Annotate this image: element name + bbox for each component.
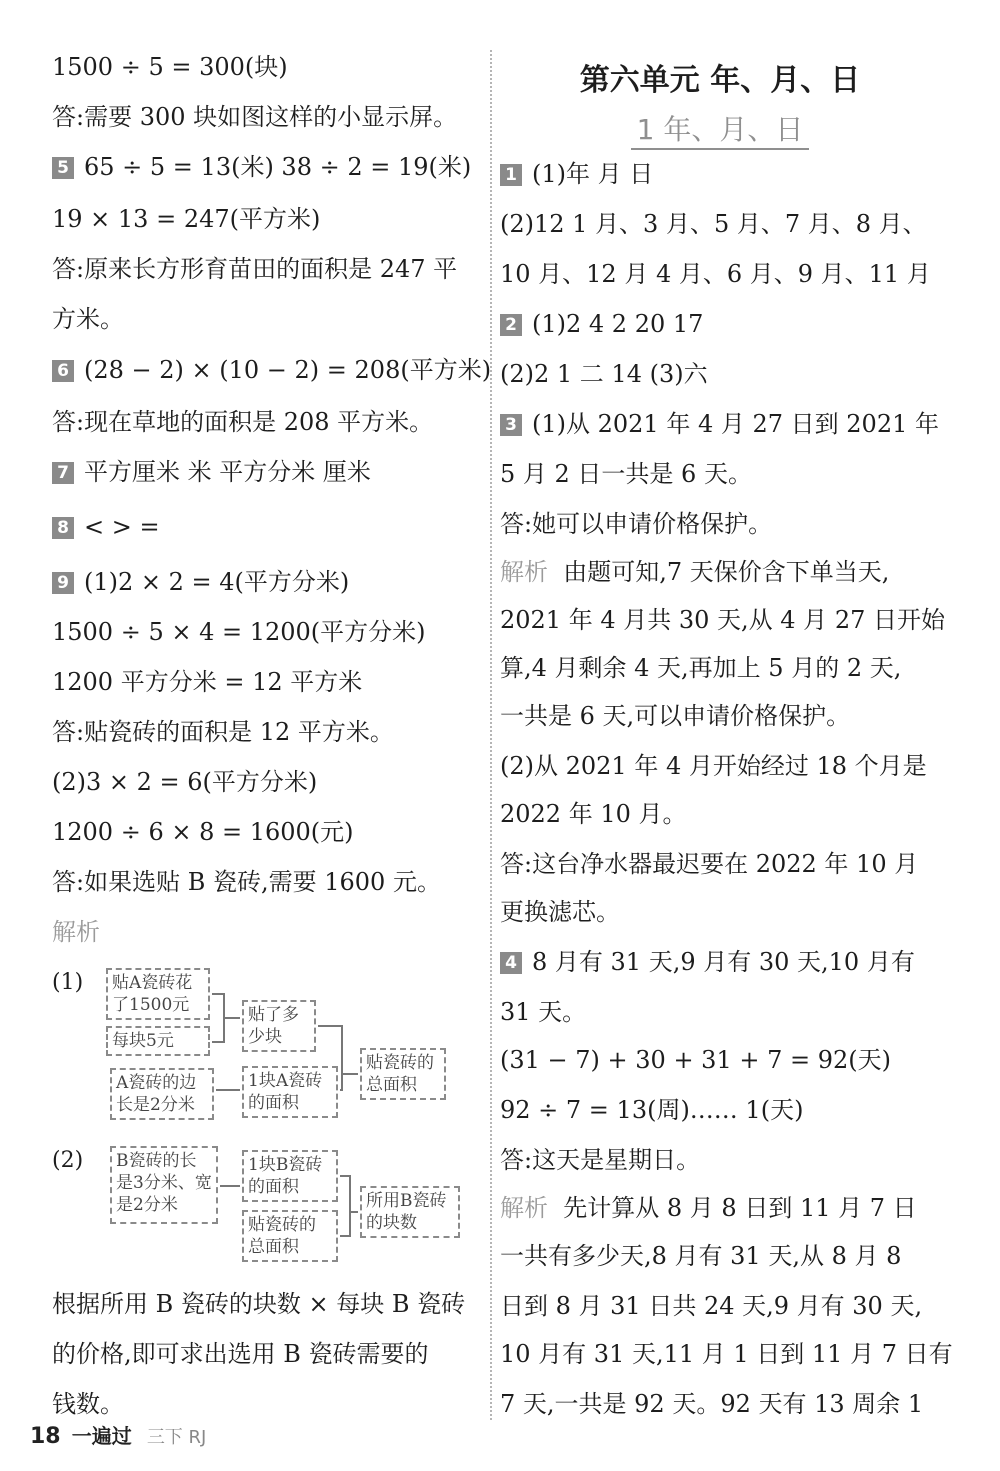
text-line: 2022 年 10 月。 xyxy=(500,800,687,828)
diagram-box: 贴瓷砖的总面积 xyxy=(360,1048,446,1100)
diagram-box: 贴A瓷砖花了1500元 xyxy=(106,968,210,1020)
question-number-badge: 1 xyxy=(500,164,522,186)
text-line: 答:原来长方形育苗田的面积是 247 平 xyxy=(52,255,458,283)
text-line: 9 (1)2 × 2 = 4(平方分米) xyxy=(52,570,349,594)
text-line: 7 平方厘米 米 平方分米 厘米 xyxy=(52,460,371,484)
text-line: 10 月、12 月 4 月、6 月、9 月、11 月 xyxy=(500,260,931,288)
text-line: 5 月 2 日一共是 6 天。 xyxy=(500,460,752,488)
page-number: 18 xyxy=(30,1424,61,1449)
text-line: 更换滤芯。 xyxy=(500,898,620,926)
question-number-badge: 7 xyxy=(52,462,74,484)
question-number-badge: 9 xyxy=(52,572,74,594)
text-line: 1500 ÷ 5 = 300(块) xyxy=(52,53,288,81)
question-number-badge: 6 xyxy=(52,360,74,382)
diagram-box: 贴了多少块 xyxy=(242,1000,316,1052)
unit-title: 第六单元 年、月、日 xyxy=(579,63,861,98)
text-line: 答:如果选贴 B 瓷砖,需要 1600 元。 xyxy=(52,868,441,896)
diagram-box: B瓷砖的长是3分米、宽是2分米 xyxy=(110,1146,218,1224)
text-line: 的价格,即可求出选用 B 瓷砖需要的 xyxy=(52,1340,429,1368)
text-line: 1 (1)年 月 日 xyxy=(500,162,653,186)
diagram-box: 贴瓷砖的总面积 xyxy=(242,1210,338,1262)
lesson-title: 1 年、月、日 xyxy=(500,108,940,148)
text-line: (2)12 1 月、3 月、5 月、7 月、8 月、 xyxy=(500,210,927,238)
text-line: 3 (1)从 2021 年 4 月 27 日到 2021 年 xyxy=(500,412,939,436)
text-line: 答:她可以申请价格保护。 xyxy=(500,510,773,538)
text-line: 7 天,一共是 92 天。92 天有 13 周余 1 xyxy=(500,1390,924,1418)
analysis-label: 解析 xyxy=(52,918,100,946)
text-line: 一共是 6 天,可以申请价格保护。 xyxy=(500,702,851,730)
text-line: 2021 年 4 月共 30 天,从 4 月 27 日开始 xyxy=(500,606,945,634)
text-line: (2)从 2021 年 4 月开始经过 18 个月是 xyxy=(500,752,927,780)
question-number-badge: 2 xyxy=(500,314,522,336)
page-footer xyxy=(30,1420,206,1449)
analysis-label: 解析 xyxy=(500,558,548,586)
text-line: 1200 平方分米 = 12 平方米 xyxy=(52,668,363,696)
text-line: (2)3 × 2 = 6(平方分米) xyxy=(52,768,318,796)
text-line: (2)2 1 二 14 (3)六 xyxy=(500,360,708,388)
grade-label: 三下 RJ xyxy=(146,1427,207,1448)
diagram-2-label: (2) xyxy=(52,1148,84,1173)
text-line: (31 − 7) + 30 + 31 + 7 = 92(天) xyxy=(500,1046,891,1074)
text-line: 解析 由题可知,7 天保价含下单当天, xyxy=(500,558,890,586)
text-line: 答:需要 300 块如图这样的小显示屏。 xyxy=(52,103,458,131)
text-line: 92 ÷ 7 = 13(周)…… 1(天) xyxy=(500,1096,804,1124)
text-line: 解析 先计算从 8 月 8 日到 11 月 7 日 xyxy=(500,1194,917,1222)
diagram-1-label: (1) xyxy=(52,970,84,995)
diagram-2-connectors xyxy=(52,1140,482,1280)
text-line: 10 月有 31 天,11 月 1 日到 11 月 7 日有 xyxy=(500,1340,953,1368)
text-line: 一共有多少天,8 月有 31 天,从 8 月 8 xyxy=(500,1242,902,1270)
question-number-badge: 5 xyxy=(52,157,74,179)
text-line: 5 65 ÷ 5 = 13(米) 38 ÷ 2 = 19(米) xyxy=(52,155,471,179)
analysis-label: 解析 xyxy=(500,1194,548,1222)
text-line: 根据所用 B 瓷砖的块数 × 每块 B 瓷砖 xyxy=(52,1290,466,1318)
diagram-box: 1块B瓷砖的面积 xyxy=(242,1150,338,1202)
diagram-1-connectors xyxy=(52,960,482,1140)
question-number-badge: 8 xyxy=(52,517,74,539)
text-line: 算,4 月剩余 4 天,再加上 5 月的 2 天, xyxy=(500,654,902,682)
text-line: 日到 8 月 31 日共 24 天,9 月有 30 天, xyxy=(500,1292,923,1320)
question-number-badge: 3 xyxy=(500,414,522,436)
text-line: 1500 ÷ 5 × 4 = 1200(平方分米) xyxy=(52,618,426,646)
text-line: 6 (28 − 2) × (10 − 2) = 208(平方米) xyxy=(52,358,491,382)
brand-logo: 一遍过 xyxy=(71,1424,132,1448)
diagram-box: 每块5元 xyxy=(106,1026,210,1056)
column-divider xyxy=(490,50,492,1420)
text-line: 31 天。 xyxy=(500,998,587,1026)
question-number-badge: 4 xyxy=(500,952,522,974)
text-line: 方米。 xyxy=(52,305,124,333)
text-line: 4 8 月有 31 天,9 月有 30 天,10 月有 xyxy=(500,950,915,974)
text-line: 19 × 13 = 247(平方米) xyxy=(52,205,321,233)
diagram-box: 1块A瓷砖的面积 xyxy=(242,1066,338,1118)
text-line: 8 < > = xyxy=(52,515,160,539)
diagram-box: 所用B瓷砖的块数 xyxy=(360,1186,460,1238)
text-line: 答:这台净水器最迟要在 2022 年 10 月 xyxy=(500,850,919,878)
text-line: 钱数。 xyxy=(52,1390,124,1418)
diagram-box: A瓷砖的边长是2分米 xyxy=(110,1068,214,1120)
text-line: 2 (1)2 4 2 20 17 xyxy=(500,312,703,336)
text-line: 答:现在草地的面积是 208 平方米。 xyxy=(52,408,434,436)
text-line: 答:贴瓷砖的面积是 12 平方米。 xyxy=(52,718,394,746)
text-line: 答:这天是星期日。 xyxy=(500,1146,701,1174)
text-line: 1200 ÷ 6 × 8 = 1600(元) xyxy=(52,818,354,846)
